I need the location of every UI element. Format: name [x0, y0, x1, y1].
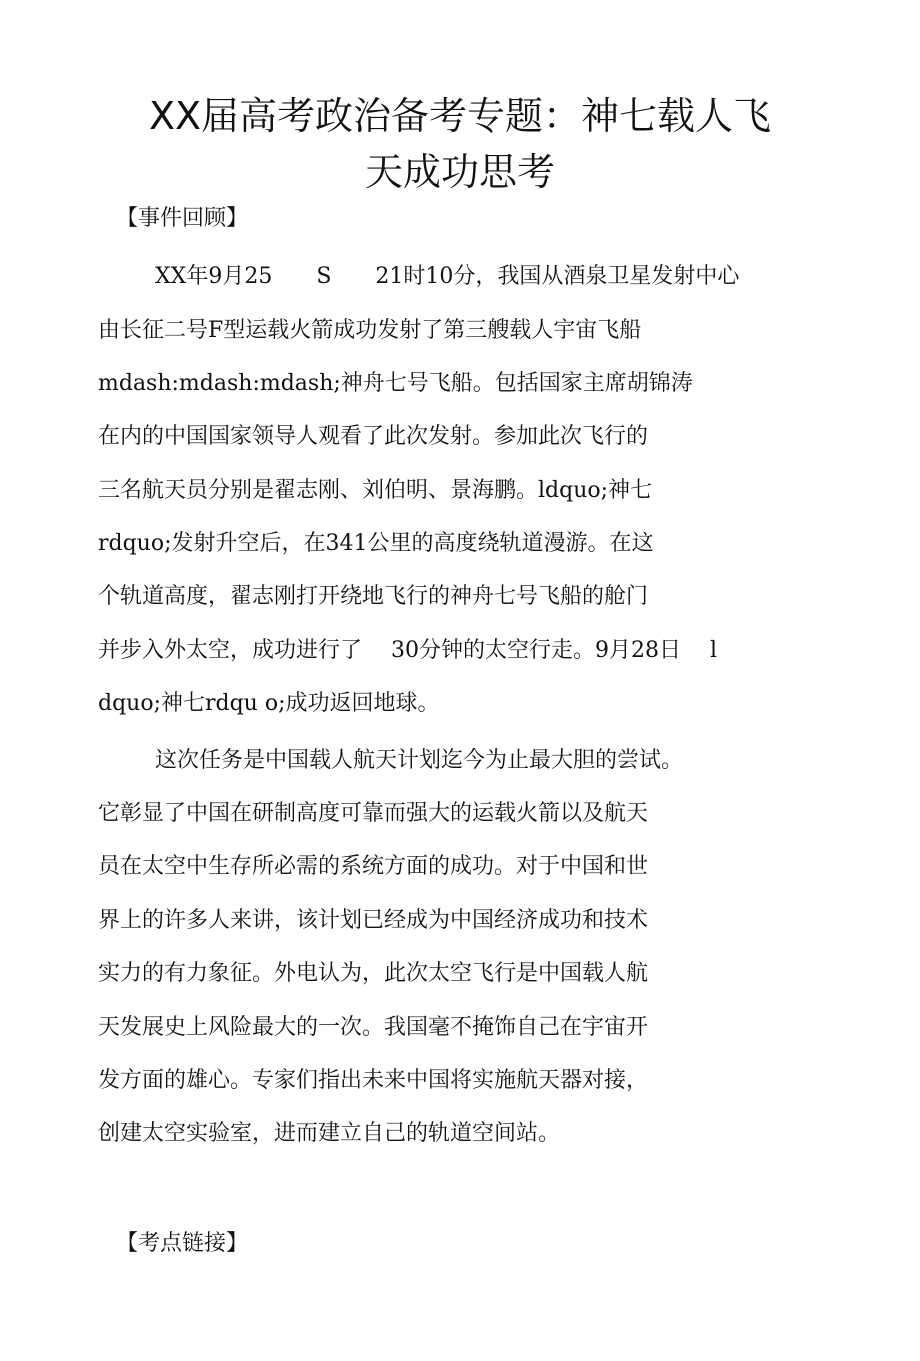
paragraph-line: mdash:mdash:mdash;神舟七号飞船。包括国家主席胡锦涛 — [98, 371, 693, 396]
section-heading-event-review: 【事件回顾】 — [116, 206, 249, 231]
paragraph-line: 它彰显了中国在研制高度可靠而强大的运载火箭以及航天 — [98, 801, 649, 826]
paragraph-line: rdquo;发射升空后，在341公里的高度绕轨道漫游。在这 — [98, 531, 654, 556]
paragraph-line: 并步入外太空，成功进行了 30分钟的太空行走。9月28日 l — [98, 638, 718, 663]
section-heading-key-points: 【考点链接】 — [116, 1231, 249, 1256]
paragraph-line: 实力的有力象征。外电认为，此次太空飞行是中国载人航 — [98, 961, 649, 986]
document-title — [60, 88, 860, 200]
paragraph-line: 天发展史上风险最大的一次。我国毫不掩饰自己在宇宙开 — [98, 1015, 649, 1040]
paragraph-line: XX年9月25 S 21时10分，我国从酒泉卫星发射中心 — [155, 264, 740, 289]
paragraph-line: dquo;神七rdqu o;成功返回地球。 — [98, 691, 440, 716]
paragraph-line: 界上的许多人来讲，该计划已经成为中国经济成功和技术 — [98, 908, 649, 933]
title-line-1: XX届高考政治备考专题：神七载人飞 — [148, 94, 772, 138]
paragraph-line: 发方面的雄心。专家们指出未来中国将实施航天器对接， — [98, 1068, 649, 1093]
paragraph-line: 在内的中国国家领导人观看了此次发射。参加此次飞行的 — [98, 424, 649, 449]
paragraph-line: 员在太空中生存所必需的系统方面的成功。对于中国和世 — [98, 854, 649, 879]
paragraph-line: 由长征二号F型运载火箭成功发射了第三艘载人宇宙飞船 — [98, 318, 642, 343]
paragraph-line: 个轨道高度，翟志刚打开绕地飞行的神舟七号飞船的舱门 — [98, 584, 649, 609]
paragraph-line: 创建太空实验室，进而建立自己的轨道空间站。 — [98, 1121, 561, 1146]
title-line-2: 天成功思考 — [364, 150, 555, 194]
paragraph-line: 这次任务是中国载人航天计划迄今为止最大胆的尝试。 — [155, 748, 684, 773]
paragraph-line: 三名航天员分别是翟志刚、刘伯明、景海鹏。ldquo;神七 — [98, 478, 653, 503]
